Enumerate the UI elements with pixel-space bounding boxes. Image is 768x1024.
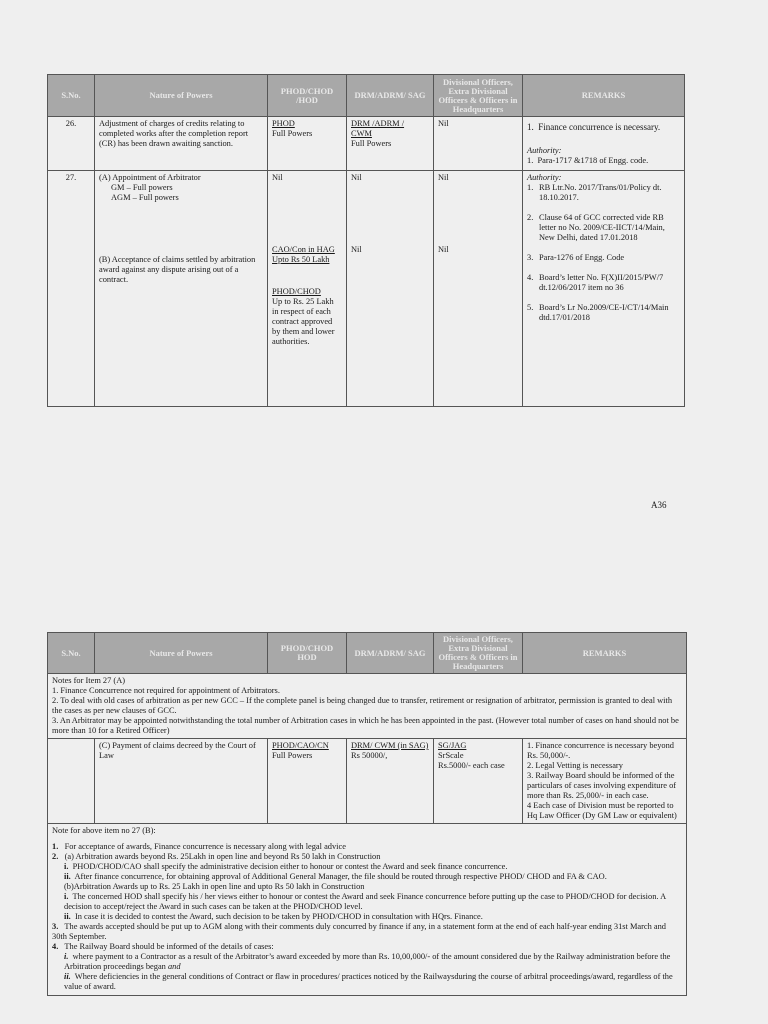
header-div: Divisional Officers, Extra Divisional Officers & Officers in Headquarters [434,75,523,117]
div-power: Rs.5000/- each case [438,761,505,770]
row-nature: (C) Payment of claims decreed by the Court of Law [95,739,268,824]
header-div: Divisional Officers, Extra Divisional Officers & Officers in Headquarters [434,633,523,674]
phod-label: PHOD/CAO/CN [272,741,329,750]
row-sno: 26. [48,117,95,171]
page-number: A36 [651,500,667,510]
note-subitem: ii. After finance concurrence, for obtaining approval of Additional General Manager, the file should be routed through respective PHOD/ CHOD and FA & CAO. [64,872,607,881]
header-phod: PHOD/CHOD /HOD [268,75,347,117]
b-div: Nil [438,245,449,254]
table-row [48,739,687,824]
row-remarks [523,171,685,407]
table-row [48,117,685,171]
row-nature: Adjustment of charges of credits relating to completed works after the completion report (CR) has been drawn awaiting sanction. [95,117,268,171]
authority-list [527,183,680,323]
table-header-row [48,633,687,674]
table-header-row [48,75,685,117]
note-item: 1. For acceptance of awards, Finance concurrence is necessary along with legal advice [52,842,346,851]
drm-label: DRM/ CWM (in SAG) [351,741,429,750]
b-drm: Nil [351,245,362,254]
note-item: 4. The Railway Board should be informed of the details of cases: [52,942,274,951]
remark-1: 1. Finance concurrence is necessary. [527,122,661,132]
note-subitem: ii. In case it is decided to contest the Award, such decision to be taken by PHOD/CHOD in consultation with HQrs. Finance. [64,912,483,921]
notes-row [48,674,687,739]
row-sno: 27. [48,171,95,407]
note-subitem: i. PHOD/CHOD/CAO shall specify the administrative decision either to honour or contest the Award and seek finance concurrence. [64,862,508,871]
row-remarks [523,117,685,171]
b-phod-label-2: Upto Rs 50 Lakh [272,255,330,264]
table-row [48,171,685,407]
list-item: 1. RB Ltr.No. 2017/Trans/01/Policy dt. 18.10.2017. [527,183,662,202]
notes-title: Notes for Item 27 (A) [52,676,126,685]
remark-item: 1. Finance concurrence is necessary beyond Rs. 50,000/-. [527,741,674,760]
a-phod: Nil [272,173,283,182]
row-phod [268,117,347,171]
phod-power: Full Powers [272,129,313,138]
b-phod-label-1: CAO/Con in HAG [272,245,335,254]
b-phod-power: Up to Rs. 25 Lakh in respect of each contract approved by them and lower authorities. [272,297,335,346]
row-remarks [523,739,687,824]
powers-table-1 [47,74,685,407]
phod-label: PHOD [272,119,295,128]
note-subitem: (b)Arbitration Awards up to Rs. 25 Lakh in open line and upto Rs 50 lakh in Construction [64,882,365,891]
header-remarks: REMARKS [523,633,687,674]
list-item: 4. Board’s letter No. F(X)II/2015/PW/7 dt.12/06/2017 item no 36 [527,273,664,292]
note-subitem: ii. Where deficiencies in the general conditions of Contract or flaw in procedures/ practices noticed by the Railwaysduring the course of arbitral proceedings/award, regardless of the value of award. [64,972,673,991]
row-sno [48,739,95,824]
drm-power: Full Powers [351,139,392,148]
list-item: 2. Clause 64 of GCC corrected vide RB letter no No. 2009/CE-IICT/14/Main, New Delhi, dated 17.01.2018 [527,213,665,242]
phod-power: Full Powers [272,751,313,760]
notes-title: Note for above item no 27 (B): [52,826,156,835]
note-item: 2. To deal with old cases of arbitration as per new GCC – If the complete panel is being changed due to transfer, retirement or resignation of arbitrator, permission is granted to deal with the cases as per new clauses of GCC. [52,696,673,715]
div-label: SG/JAG [438,741,467,750]
notes-27b [48,824,687,996]
authority-label: Authority: [527,173,562,182]
row-phod [268,739,347,824]
note-item: 1. Finance Concurrence not required for appointment of Arbitrators. [52,686,280,695]
header-nature: Nature of Powers [95,75,268,117]
note-subitem: i. The concerned HOD shall specify his / her views either to honour or contest the Award and seek Finance concurrence before putting up the case to PHOD/CHOD for decision. A decision to accept/reject the Award in such cases can be taken at the PHOD/CHOD level. [64,892,666,911]
header-remarks: REMARKS [523,75,685,117]
row-div: Nil [434,117,523,171]
div-scale: SrScale [438,751,464,760]
note-item: 3. The awards accepted should be put up to AGM along with their comments duly concurred by finance if any, in a statement form at the end of each half-year ending 31st March and 30th September. [52,922,666,941]
row-drm [347,117,434,171]
drm-label-2: CWM [351,129,372,138]
notes-27a [48,674,687,739]
note-item: 2. (a) Arbitration awards beyond Rs. 25Lakh in open line and beyond Rs 50 lakh in Construction [52,852,381,861]
item-a-title: (A) Appointment of Arbitrator [99,173,201,182]
note-item: 3. An Arbitrator may be appointed notwithstanding the total number of Arbitration cases in which he has been appointed in the past. (However total number of cases on hand should not be more than 10 for a Retired Officer) [52,716,679,735]
row-drm [347,739,434,824]
note-subitem: i. where payment to a Contractor as a result of the Arbitrator’s award exceeded by more than Rs. 10,00,000/- of the amount considered due by the Railway administration before the Arbitration proceedings began and [64,952,671,971]
item-a-gm: GM – Full powers [111,183,173,192]
item-a-agm: AGM – Full powers [111,193,179,202]
row-nature [95,171,268,407]
authority-label: Authority: [527,146,562,155]
powers-table-2 [47,632,687,996]
row-div [434,171,523,407]
remark-item: 3. Railway Board should be informed of the particulars of cases involving expenditure of more than Rs. 25,000/- in each case. [527,771,677,800]
header-phod: PHOD/CHOD HOD [268,633,347,674]
b-phod-label-3: PHOD/CHOD [272,287,321,296]
header-nature: Nature of Powers [95,633,268,674]
remark-item: 4 Each case of Division must be reported to Hq Law Officer (Dy GM Law or equivalent) [527,801,677,820]
drm-power: Rs 50000/, [351,751,388,760]
list-item: 5. Board’s Lr No.2009/CE-I/CT/14/Main dtd.17/01/2018 [527,303,669,322]
remark-item: 2. Legal Vetting is necessary [527,761,623,770]
list-item: 3. Para-1276 of Engg. Code [527,253,625,262]
header-drm: DRM/ADRM/ SAG [347,75,434,117]
a-drm: Nil [351,173,362,182]
notes-row [48,824,687,996]
header-sno: S.No. [48,633,95,674]
row-drm [347,171,434,407]
authority-1: 1. Para-1717 &1718 of Engg. code. [527,156,649,165]
item-b-text: (B) Acceptance of claims settled by arbitration award against any dispute arising out of a contract. [99,255,256,284]
drm-label: DRM /ADRM / [351,119,405,128]
a-div: Nil [438,173,449,182]
row-div [434,739,523,824]
row-phod [268,171,347,407]
header-sno: S.No. [48,75,95,117]
header-drm: DRM/ADRM/ SAG [347,633,434,674]
